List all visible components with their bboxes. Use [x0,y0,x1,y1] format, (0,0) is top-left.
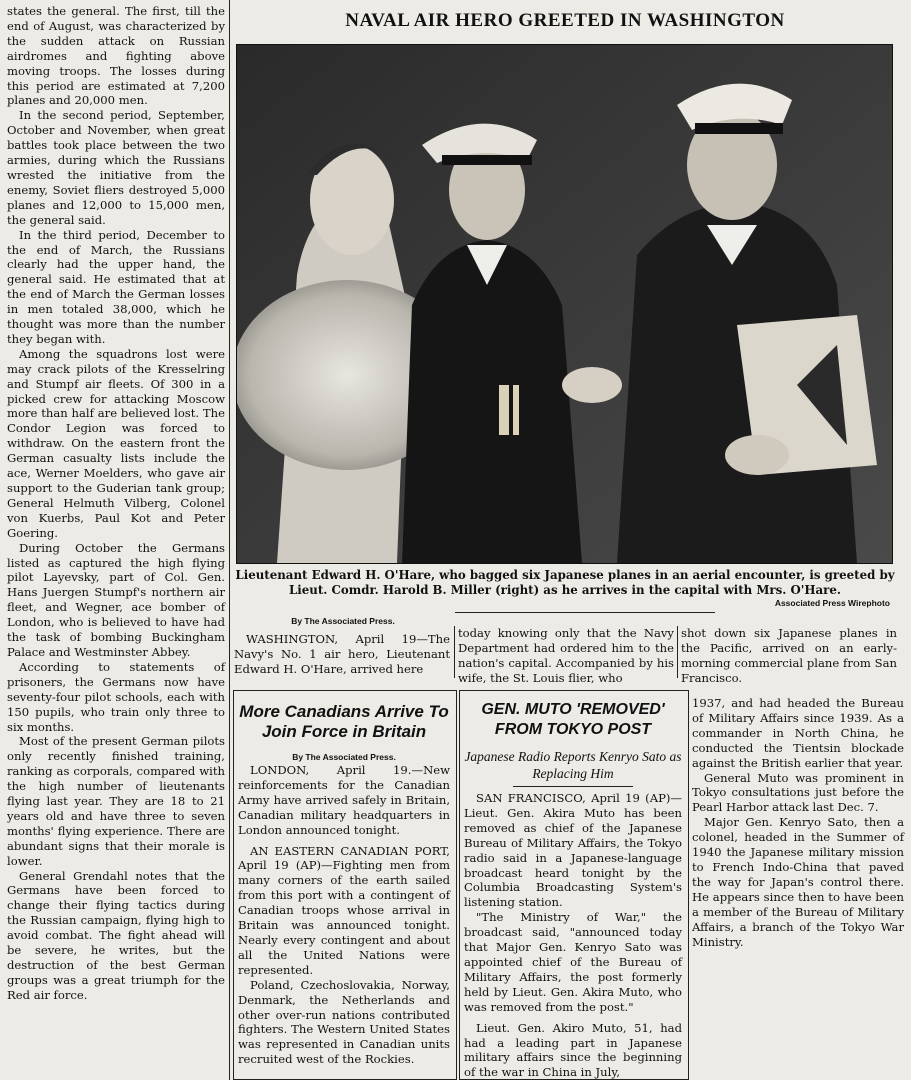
muto-story-continued [692,696,904,949]
photo-illustration [237,45,892,563]
article-paragraph: today knowing only that the Navy Department had ordered him to the nation's capital. Accompanied by his wife, the St. Louis flier, who [458,626,674,685]
photo-caption: Lieutenant Edward H. O'Hare, who bagged six Japanese planes in an aerial encounter, is greeted by Lieut. Comdr. Harold B. Miller (right) as he arrives in the capital with Mrs. O'Hare. [235,568,895,597]
muto-story [464,700,682,1080]
column-rule [454,626,455,678]
article-paragraph: General Grendahl notes that the Germans have been forced to change their flying tactics during the Russian campaign, flying high to avoid combat. The fight ahead will be severe, he writes, but the destruction of the best German groups was a great triumph for the Red air force. [7,868,225,1002]
column-rule [229,0,230,1080]
article-paragraph: states the general. The first, till the end of August, was characterized by the sudden attack on Russian airdromes and fighting above moving troops. The losses during this period are estimated at 7,200 planes and 20,000 men. [7,4,225,108]
photo-story-byline [234,614,452,627]
article-paragraph: WASHINGTON, April 19—The Navy's No. 1 air hero, Lieutenant Edward H. O'Hare, arrived here [234,632,450,676]
article-paragraph: Poland, Czechoslovakia, Norway, Denmark, the Netherlands and other over-run nations contributed fighters. The Western United States was represented in Canadian units recruited west of the Rockies. [238,977,450,1067]
article-paragraph: Lieut. Gen. Akiro Muto, 51, had had a leading part in Japanese military affairs since the beginning of the war in China in July, [464,1020,682,1080]
article-paragraph: Among the squadrons lost were may crack pilots of the Kresselring and Stumpf air fleets. Of 300 in a picked crew for attacking Moscow more than half are believed lost. The Condor Legion was forced to withdraw. On the eastern front the German casualty lists include the ace, Werner Moelders, who gave air support to the Guderian tank group; General Helmuth Vilberg, Colonel von Kuerbs, Paul Kot and Peter Goering. [7,346,225,540]
article-paragraph: General Muto was prominent in Tokyo consultations just before the Pearl Harbor attack last Dec. 7. [692,770,904,815]
muto-headline: GEN. MUTO 'REMOVED' FROM TOKYO POST [481,701,665,738]
article-paragraph: Major Gen. Kenryo Sato, then a colonel, headed in the Summer of 1940 the Japanese military mission to French Indo-China that paved the way for Japan's control there. He appears since then to have been a member of the Bureau of Military Affairs, a branch of the Tokyo War Ministry. [692,815,904,949]
article-paragraph: During October the Germans listed as captured the high flying pilot Layevsky, part of Col. Gen. Hans Juergen Stumpf's northern air fleet, and Wegner, ace bomber of London, who is believed to have had the task of bombing Buckingham Palace and Westminster Abbey. [7,540,225,659]
canadians-story [238,702,450,1067]
caption-rule [455,612,715,613]
article-paragraph: In the third period, December to the end of March, the Russians clearly had the upper hand, the general said. He estimated that at the end of March the German losses in men totaled 38,000, which he thought was more than the number they began with. [7,227,225,346]
article-paragraph: LONDON, April 19.—New reinforcements for the Canadian Army have arrived safely in Britain, Canadian military headquarters in London announced tonight. [238,763,450,837]
photo-credit: Associated Press Wirephoto [774,598,890,608]
article-paragraph: In the second period, September, October and November, when great battles took place between the two armies, during which the Russians wrested the initiative from the enemy, Soviet fliers destroyed 5,000 planes and 12,000 to 15,000 men, the general said. [7,108,225,227]
byline: By The Associated Press. [291,616,395,626]
photo-title: NAVAL AIR HERO GREETED IN WASHINGTON [345,10,785,31]
photo-story-col-3 [681,626,897,686]
article-paragraph: 1937, and had headed the Bureau of Military Affairs since 1939. As a commander in North China, he conducted the Tientsin blockade against the British earlier that year. [692,696,904,770]
left-column-article [7,4,225,1003]
article-paragraph: AN EASTERN CANADIAN PORT, April 19 (AP)—Fighting men from many corners of the earth sailed from this port with a contingent of Canadian troops whose arrival in Britain was announced tonight. Nearly every contingent and about all the United Nations were represented. [238,843,450,977]
column-rule [677,626,678,678]
article-paragraph: SAN FRANCISCO, April 19 (AP)—Lieut. Gen. Akira Muto has been removed as chief of the Japanese Bureau of Military Affairs, the Tokyo radio said in a Japanese-language broadcast heard tonight by the Columbia Broadcasting System's listening station. [464,791,682,910]
canadians-headline: More Canadians Arrive To Join Force in Britain [239,702,449,741]
byline: By The Associated Press. [292,752,396,762]
article-paragraph: "The Ministry of War," the broadcast said, "announced today that Major Gen. Kenryo Sato was appointed chief of the Bureau of Military Affairs, the post formerly held by Lieut. Gen. Akira Muto, who was removed from the post." [464,910,682,1014]
article-paragraph: According to statements of prisoners, the Germans now have seventy-four pilot schools, each with 150 pupils, who train only three to six months. [7,659,225,734]
photo-story-col-2 [458,626,674,686]
deck-rule [513,786,633,787]
news-photo [236,44,893,564]
article-paragraph: Most of the present German pilots only recently finished training, ranking as corporals, compared with the high number of lieutenants flying last year. They are 18 to 21 years old and have three to seven months' flying experience. There are abundant signs that their morale is lower. [7,734,225,868]
article-paragraph: shot down six Japanese planes in the Pacific, arrived on an early-morning commercial plane from San Francisco. [681,626,897,685]
muto-deck: Japanese Radio Reports Kenryo Sato as Replacing Him [464,749,682,781]
photo-story-col-1 [234,632,450,677]
